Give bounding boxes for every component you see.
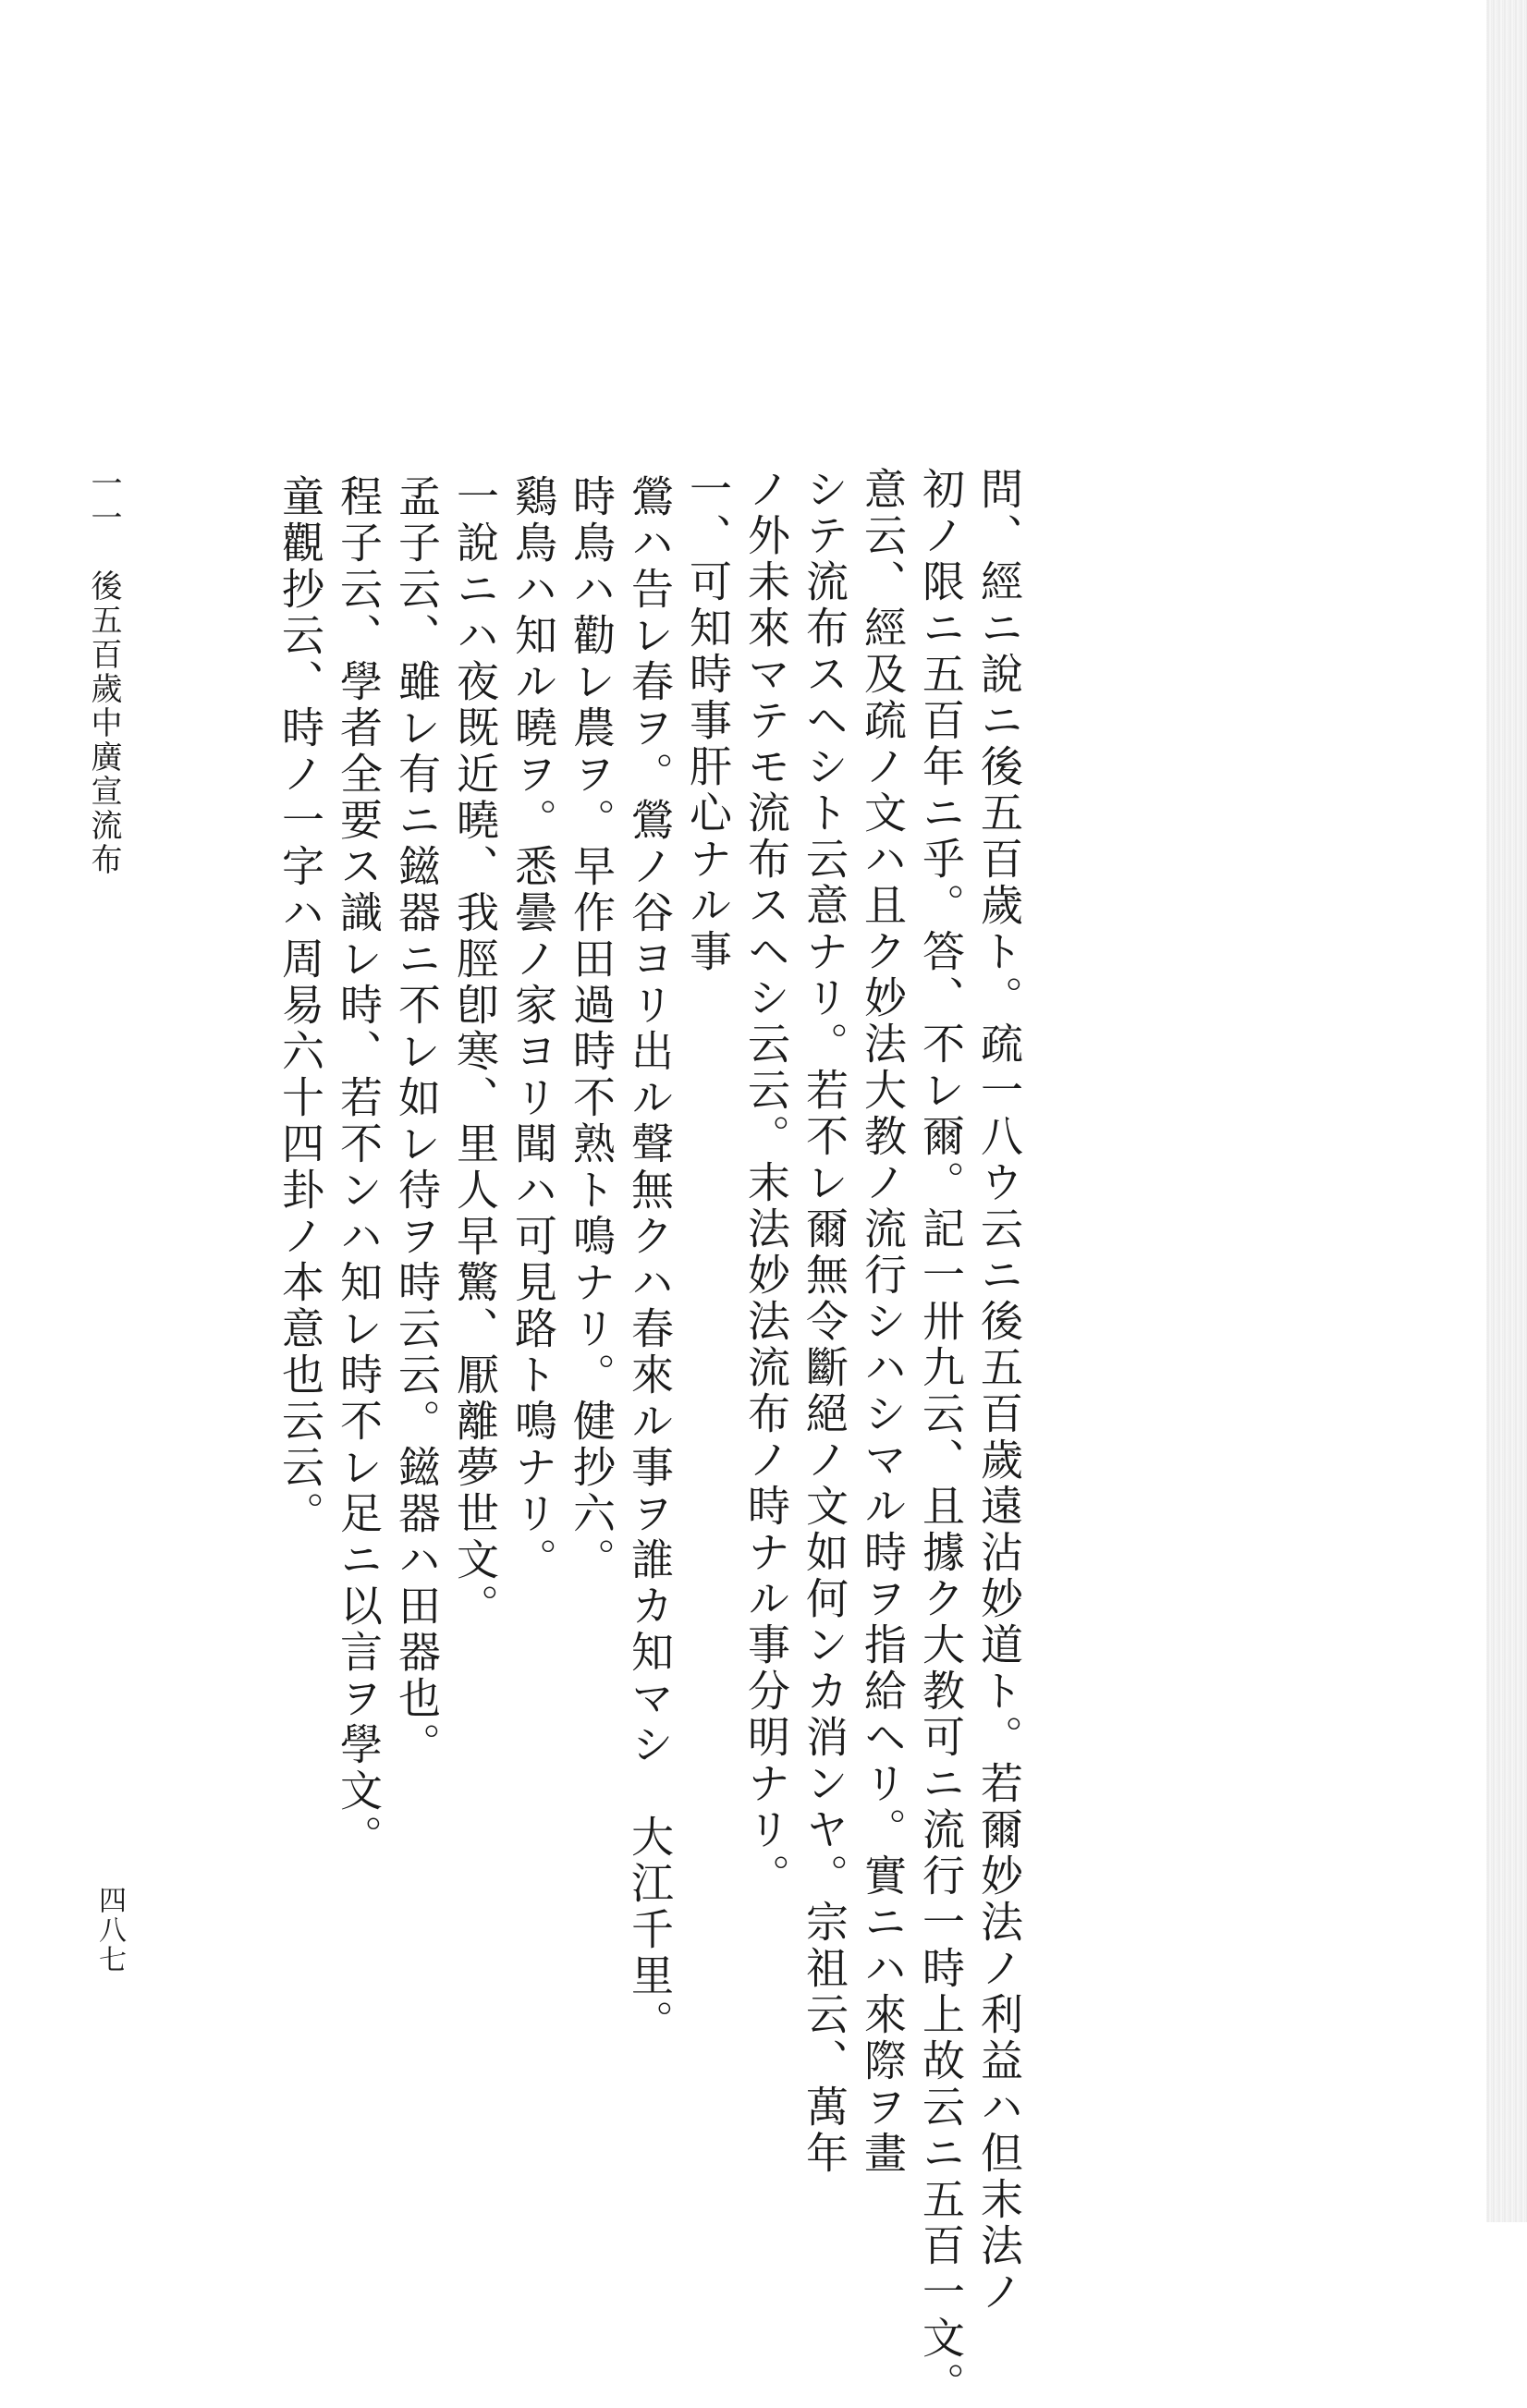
section-heading: 一、可知時事肝心ナル事 bbox=[683, 467, 733, 975]
text-column-8: 時鳥ハ勸レ農ヲ。早作田過時不熟ト鳴ナリ。健抄六。 bbox=[567, 474, 617, 1583]
body-text bbox=[271, 467, 1028, 2408]
text-column-1: 問、經ニ說ニ後五百歲ト。疏一八ウ云ニ後五百歲遠沾妙道ト。若爾妙法ノ利益ハ但末法ノ bbox=[974, 467, 1024, 2316]
text-column-7: 鶯ハ告レ春ヲ。鶯ノ谷ヨリ出ル聲無クハ春來ル事ヲ誰カ知マシ 大江千里。 bbox=[625, 474, 675, 2046]
text-column-10: 一說ニハ夜既近曉、我脛卽寒、里人早驚、厭離夢世文。 bbox=[450, 474, 500, 1630]
text-column-3: 意云、經及疏ノ文ハ且ク妙法大教ノ流行シハシマル時ヲ指給ヘリ。實ニハ來際ヲ畫 bbox=[858, 467, 908, 2177]
text-column-12: 程子云、學者全要ス識レ時、若不ンハ知レ時不レ足ニ以言ヲ學文。 bbox=[334, 474, 384, 1861]
page-edge bbox=[1486, 0, 1527, 2222]
text-column-4: シテ流布スヘシト云意ナリ。若不レ爾無令斷絕ノ文如何ンカ消ンヤ。宗祖云、萬年 bbox=[800, 467, 849, 2177]
text-column-5: ノ外未來マテモ流布スヘシ云云。末法妙法流布ノ時ナル事分明ナリ。 bbox=[741, 467, 791, 1900]
footer-title: 後五百歲中廣宣流布 bbox=[85, 569, 122, 877]
page-number: 四八七 bbox=[93, 1886, 126, 1974]
running-footer bbox=[81, 467, 127, 877]
text-column-11: 孟子云、雖レ有ニ鎡器ニ不レ如レ待ヲ時云云。鎡器ハ田器也。 bbox=[392, 474, 442, 1768]
text-column-9: 鷄鳥ハ知ル曉ヲ。悉曇ノ家ヨリ聞ハ可見路ト鳴ナリ。 bbox=[508, 474, 558, 1583]
footer-marker: 一一 bbox=[85, 467, 122, 535]
text-column-13: 童觀抄云、時ノ一字ハ周易六十四卦ノ本意也云云。 bbox=[275, 474, 325, 1537]
text-column-2: 初ノ限ニ五百年ニ乎。答、不レ爾。記一卅九云、且據ク大教可ニ流行一時上故云ニ五百一文。 bbox=[916, 467, 966, 2408]
